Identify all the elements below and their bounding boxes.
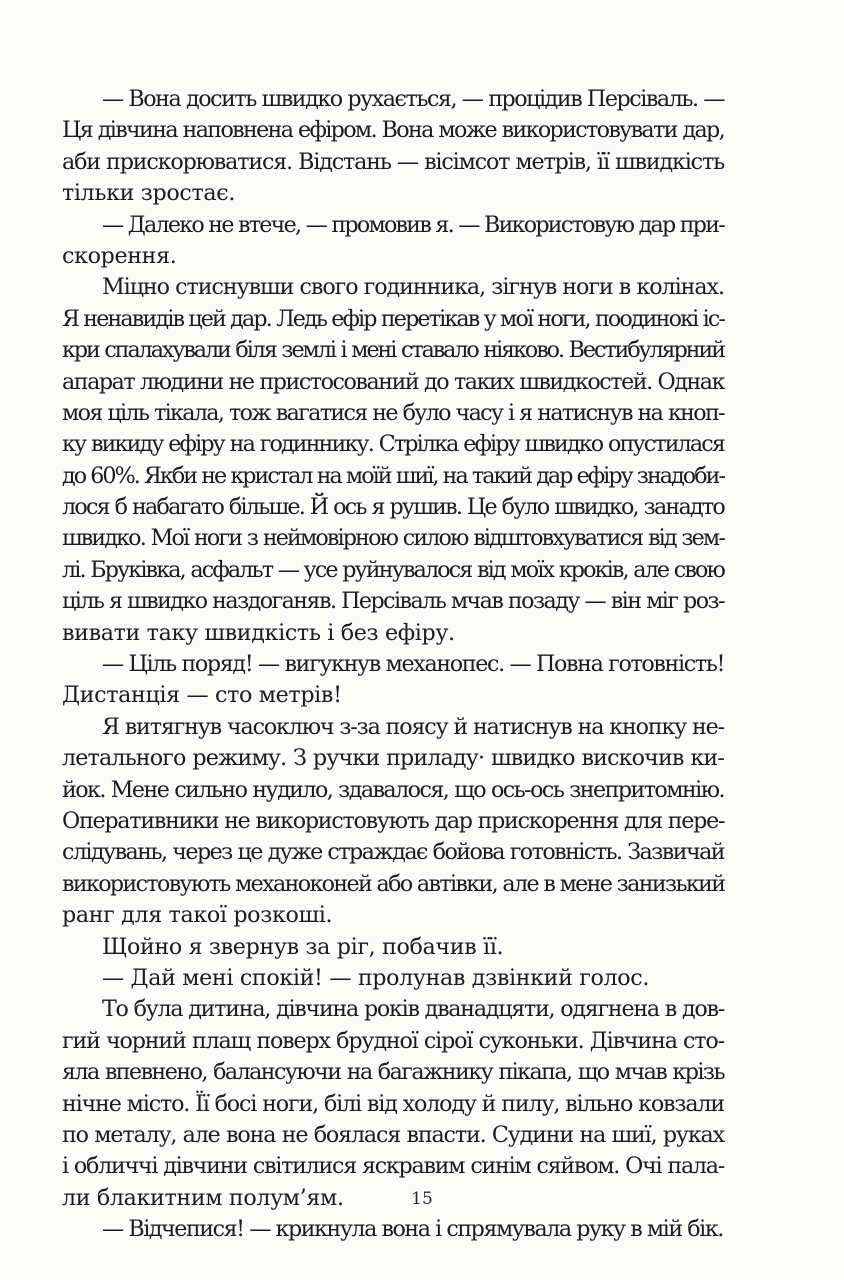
text-line: — Далеко не втече, — промовив я. — Використовую дар при- — [102, 211, 724, 238]
text-line: до 60%. Якби не кристал на моїй шиї, на такий дар ефіру знадоби- — [62, 462, 724, 489]
text-line: — Вона досить швидко рухається, — процідив Персіваль. — — [102, 86, 724, 112]
text-line: Щойно я звернув за ріг, побачив її. — [102, 933, 504, 960]
text-line: гий чорний плащ поверх брудної сірої суконьки. Дівчина сто- — [62, 1027, 724, 1054]
text-line: Оперативники не використовують дар прискорення для пере- — [62, 807, 725, 834]
page-body-text — [62, 84, 724, 1245]
text-line: Ця дівчина наповнена ефіром. Вона може використовувати дар, — [62, 117, 724, 144]
text-line: лося б набагато більше. Й ось я рушив. Це було швидко, занадто — [62, 494, 724, 521]
text-line: слідувань, через це дуже страждає бойова готовність. Зазвичай — [62, 839, 724, 866]
text-line: аби прискорюватися. Відстань — вісімсот метрів, її швидкість — [62, 148, 724, 175]
text-line: і обличчі дівчини світилися яскравим синім сяйвом. Очі пала- — [62, 1153, 724, 1180]
text-line: Я ненавидів цей дар. Ледь ефір перетікав у мої ноги, поодинокі іс- — [62, 305, 725, 332]
text-line: То була дитина, дівчина років дванадцяти, одягнена в дов- — [102, 996, 724, 1023]
text-line: Дистанція — сто метрів! — [62, 682, 342, 709]
text-line: — Відчепися! — крикнула вона і спрямувала руку в мій бік. — [102, 1216, 723, 1243]
text-line: використовують механоконей або автівки, але в мене занизький — [62, 870, 725, 897]
text-line: вивати таку швидкість і без ефіру. — [62, 619, 455, 646]
text-line: кри спалахували біля землі і мені ставало ніяково. Вестибулярний — [62, 337, 724, 364]
text-line: ку викиду ефіру на годиннику. Стрілка ефіру швидко опустилася — [62, 431, 724, 458]
text-line: по металу, але вона не боялася впасти. Судини на шиї, руках — [62, 1121, 724, 1148]
text-line: йок. Мене сильно нудило, здавалося, що ось-ось знепритомнію. — [62, 776, 724, 803]
text-line: лі. Бруківка, асфальт — усе руйнувалося від моїх кроків, але свою — [62, 556, 724, 583]
page-number: 15 — [411, 1189, 433, 1209]
text-line: тільки зростає. — [62, 180, 236, 207]
text-line: — Ціль поряд! — вигукнув механопес. — Повна готовність! — [102, 651, 725, 678]
text-line: швидко. Мої ноги з неймовірною силою відштовхуватися від зем- — [62, 525, 724, 552]
text-line: яла впевнено, балансуючи на багажнику пікапа, що мчав крізь — [62, 1059, 724, 1086]
text-line: ли блакитним полум’ям. — [62, 1184, 344, 1211]
text-line: ранг для такої розкоші. — [62, 902, 333, 929]
text-line: моя ціль тікала, тож вагатися не було часу і я натиснув на кноп- — [62, 399, 724, 426]
text-line: нічне місто. Її босі ноги, білі від холоду й пилу, вільно ковзали — [62, 1090, 724, 1117]
text-line: апарат людини не пристосований до таких швидкостей. Однак — [62, 368, 724, 395]
text-line: ціль я швидко наздоганяв. Персіваль мчав позаду — він міг роз- — [62, 588, 724, 615]
text-line: Я витягнув часоключ з-за поясу й натиснув на кнопку не- — [102, 713, 724, 740]
text-line: летального режиму. З ручки приладу· швидко вискочив ки- — [62, 745, 724, 772]
text-line: скорення. — [62, 242, 177, 269]
text-line: — Дай мені спокій! — пролунав дзвінкий голос. — [102, 964, 650, 991]
text-line: Міцно стиснувши свого годинника, зігнув ноги в колінах. — [102, 274, 724, 301]
